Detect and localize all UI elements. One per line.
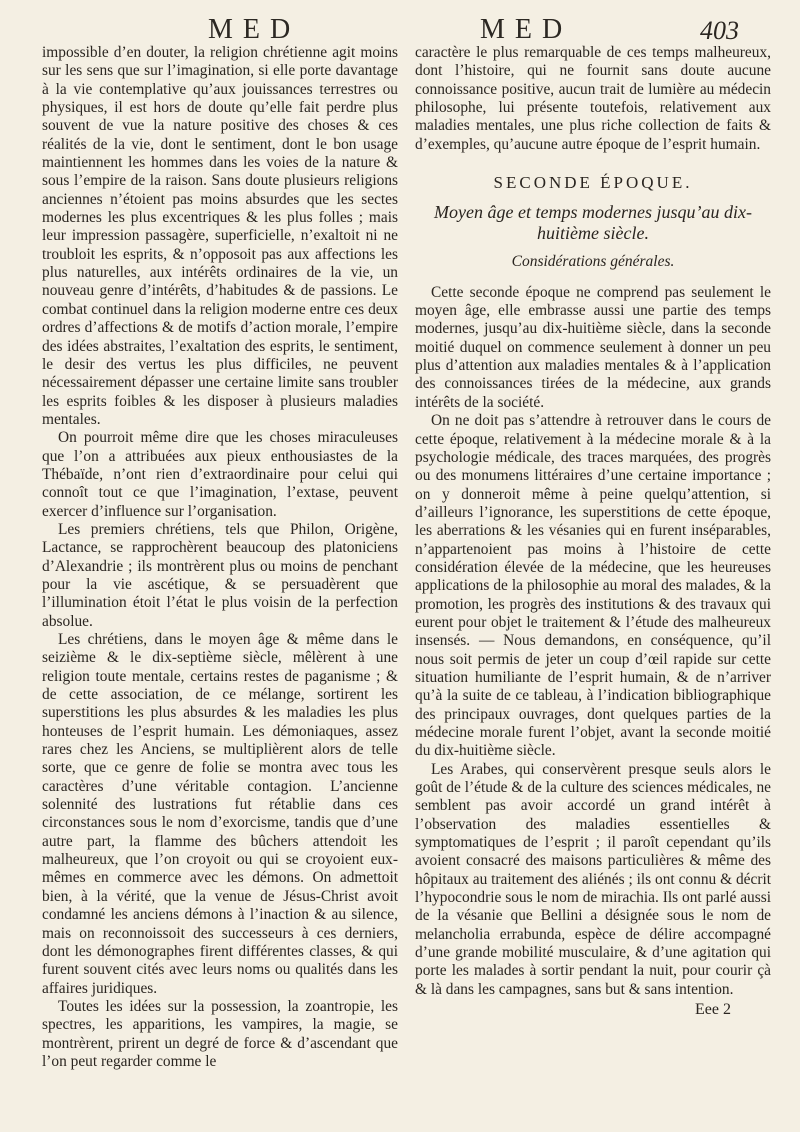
section-subhead: Considérations générales. [511,253,675,271]
paragraph: caractère le plus remarquable de ces temps malheureux, dont l’histoire, qui ne fournit sans doute aucune connoissance positive, aucun trait de lumière au médecin philosophe, lui présente toutefois, relativement aux maladies mentales, une plus riche collection de faits & d’exemples, qu’aucune autre époque de l’esprit humain. [415,44,771,153]
paragraph: Les premiers chrétiens, tels que Philon, Origène, Lactance, se rapprochèrent beaucoup des platoniciens d’Alexandrie ; ils montrèrent plus ou moins de penchant pour la vie ascétique, & se persuadèrent que l’illumination étoit l’état le plus voisin de la perfection absolue. [42,520,398,630]
paragraph: Toutes les idées sur la possession, la zoantropie, les spectres, les apparitions, les vampires, la magie, se montrèrent, prirent un degré de force & d’ascendant que l’on peut regarder comme le [42,997,398,1070]
running-head-right: MED [480,14,573,45]
paragraph: Les chrétiens, dans le moyen âge & même dans le seizième & le dix-septième siècle, mêlèrent à une religion toute mentale, certains restes de paganisme ; & de cette association, de ce mélange, sortirent les superstitions les plus absurdes & les maladies les plus honteuses de l’esprit humain. Les démoniaques, assez rares chez les Anciens, se multiplièrent alors de telle sorte, que ce genre de folie se montra avec tous les caractères d’une véritable contagion. L’ancienne solennité des lustrations fut rétablie dans ces circonstances sous le nom d’exorcisme, tandis que d’une autre part, la flamme des bûchers attendoit les malheureux, que l’on croyoit ou qui se croyoient eux-mêmes en commerce avec les démons. On admettoit bien, à la vérité, que la venue de Jésus-Christ avoit condamné les anciens démons à l’inaction & au silence, mais on reconnoissoit des successeurs à ces derniers, dont les démonographes firent différentes classes, & qui furent souvent cités avec leurs noms ou qualités dans les affaires juridiques. [42,631,398,997]
paragraph: On ne doit pas s’attendre à retrouver dans le cours de cette époque, relativement à la médecine morale & à la psychologie médicale, des traces marquées, des progrès ou des monumens littéraires d’une certaine importance ; on y donneroit même à peine quelqu’attention, si d’ailleurs l’ignorance, les superstitions de cette époque, les aberrations & les vésanies qui en furent inséparables, n’appartenoient pas moins à l’histoire de cette considération élevée de la médecine, que les heureuses applications de la philosophie au moral des malades, & la promotion, les progrès des institutions & des travaux qui eurent pour objet le traitement & l’étude des malheureux insensés. — Nous demandons, en conséquence, qu’il nous soit permis de jeter un coup d’œil rapide sur cette situation humiliante de l’esprit humain, & de n’arriver qu’à la suite de ce tableau, à l’indication bibliographique des principaux ouvrages, dont quelques parties de la médecine morale furent l’objet, avant la seconde moitié du dix-huitième siècle. [415,412,771,760]
page-number: 403 [700,16,739,45]
paragraph: On pourroit même dire que les choses miraculeuses que l’on a attribuées aux pieux enthousiastes de la Thébaïde, n’ont rien d’extraordinaire pour celui qui connoît tout ce que l’imagination, l’extase, peuvent exercer d’influence sur l’organisation. [42,429,398,520]
section-subtitle: Moyen âge et temps modernes jusqu’au dix-huitième siècle. [434,202,752,244]
signature-mark: Eee 2 [695,1001,731,1019]
left-column [42,44,398,1071]
paragraph: impossible d’en douter, la religion chrétienne agit moins sur les sens que sur l’imagination, si elle porte davantage à la vie contemplative qu’aux jouissances terrestres ou physiques, il est hors de doute qu’elle fait perdre plus souvent de vue la nature positive des choses & ces réalités de la vie, dont le sentiment, dont le bon usage maintiennent les hommes dans les voies de la nature & sous l’empire de la raison. Sans doute plusieurs religions anciennes n’étoient pas moins absurdes que les sectes modernes les plus excentriques & les plus folles ; mais leur impression passagère, superficielle, n’exaltoit ni ne troubloit les esprits, & n’opposoit pas aux affections les plus naturelles, aux intérêts ordinaires de la vie, un nouveau genre d’intérêts, d’habitudes & de passions. Le combat continuel dans la religion moderne entre ces deux ordres d’affections & de motifs d’action morale, l’empire des idées abstraites, l’exaltation des esprits, le sentiment, le desir des vertus les plus difficiles, ne peuvent nécessairement dépasser une certaine limite sans troubler les esprits foibles & les disposer à plusieurs maladies mentales. [42,44,398,428]
paragraph: Les Arabes, qui conservèrent presque seuls alors le goût de l’étude & de la culture des sciences médicales, ne semblent pas avoir accordé un grand intérêt à l’observation des maladies essentielles & symptomatiques de l’esprit ; il paroît cependant qu’ils avoient consacré des maisons particulières & même des hôpitaux au traitement des aliénés ; ils ont connu & décrit l’hypocondrie sous le nom de mirachia. Ils ont parlé aussi de la vésanie que Bellini a désignée sous le nom de melancholia errabunda, espèce de délire accompagné d’une grande mobilité musculaire, & d’une agitation qui porte les malades à sortir pendant la nuit, pour courir çà & là dans les campagnes, sans but & sans intention. [415,760,771,998]
paragraph: Cette seconde époque ne comprend pas seulement le moyen âge, elle embrasse aussi une partie des temps modernes, jusqu’au dix-huitième siècle, dans la seconde moitié duquel on commence seulement à donner un peu plus d’attention aux maladies mentales & à l’application des connoissances tirées de la médecine, aux grands intérêts de la société. [415,283,771,411]
section-title: SECONDE ÉPOQUE. [493,173,693,193]
running-head-left: MED [208,14,301,45]
right-column [415,44,771,1020]
